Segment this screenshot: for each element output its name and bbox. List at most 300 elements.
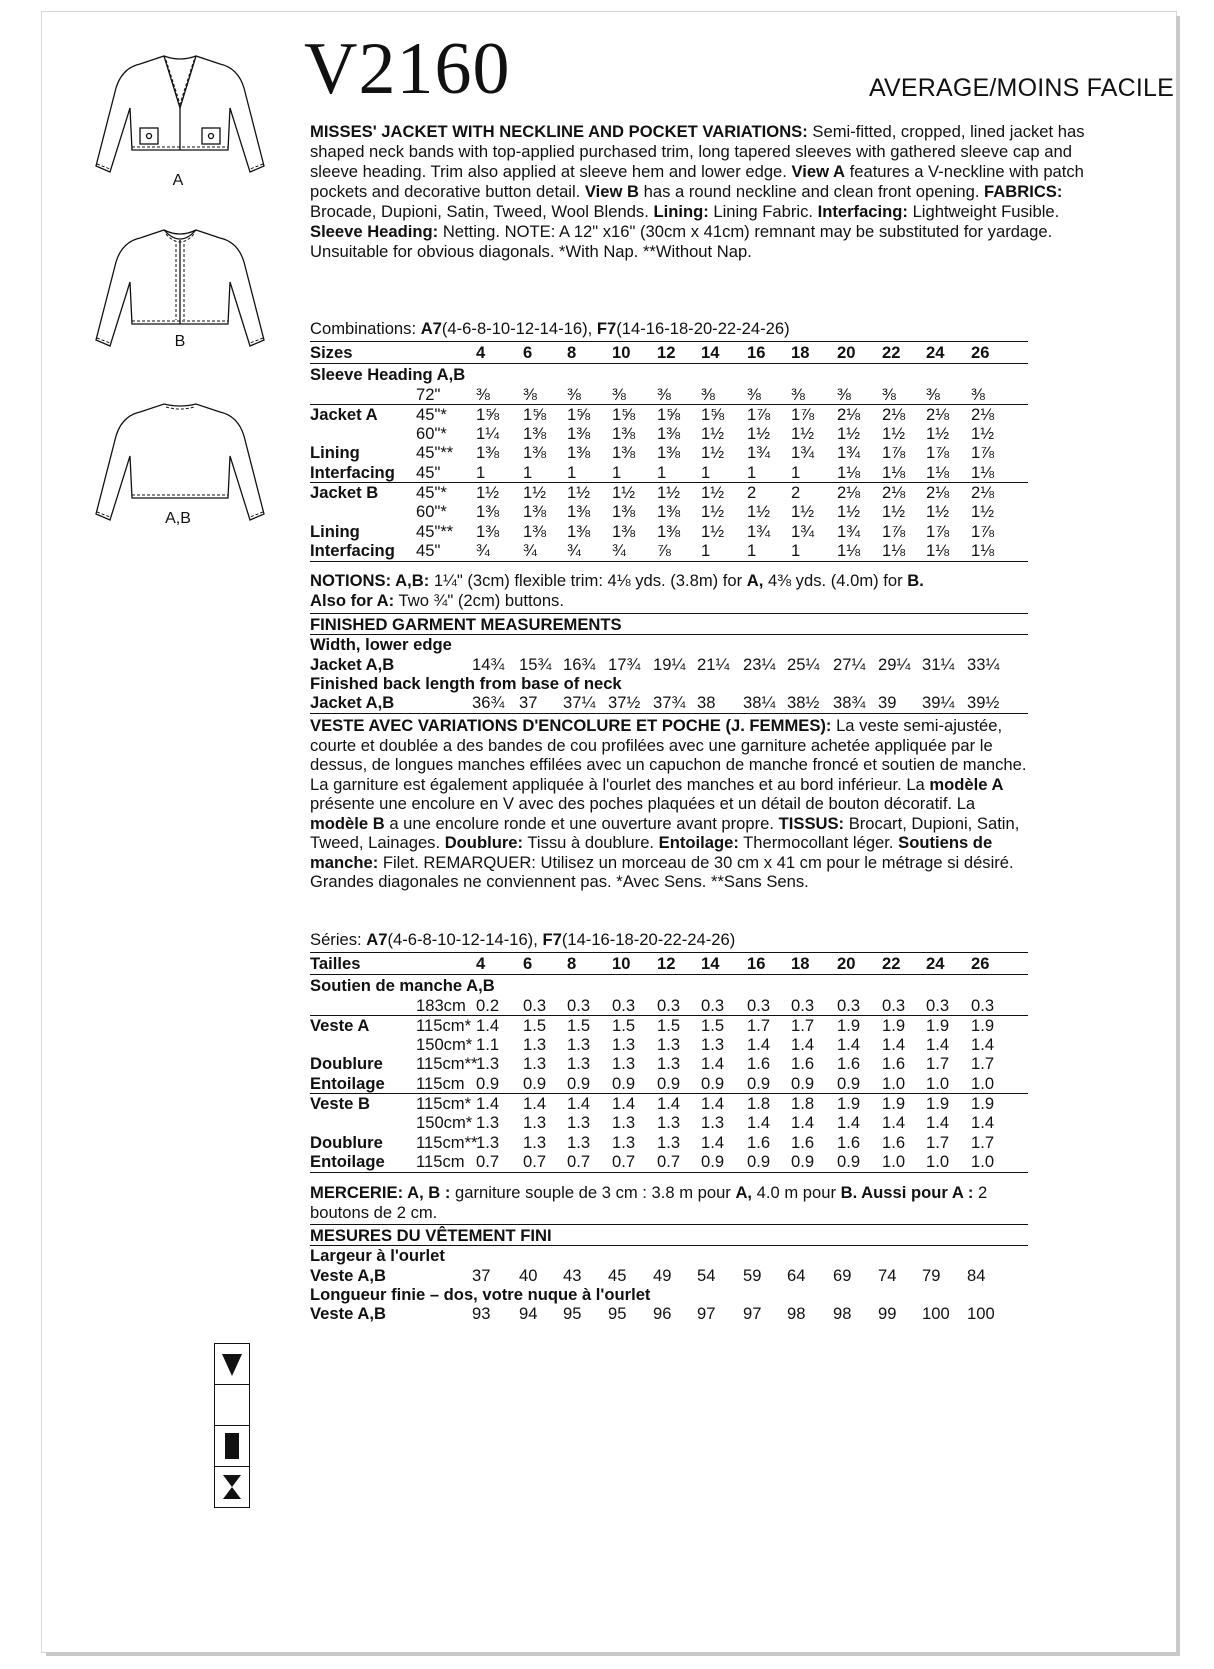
table-cell: 1.4 [476,1015,500,1035]
fabric-width: 45" [416,462,441,482]
fabric-width: 115cm [416,1151,465,1171]
table-cell: 1⅜ [612,502,636,522]
table-cell: 1.3 [657,1132,681,1152]
table-cell: 0.9 [701,1151,725,1171]
row-label: Veste B [310,1094,370,1114]
table-row [310,1016,1028,1035]
table-cell: 1⅛ [882,540,906,560]
table-cell: 94 [519,1304,538,1324]
table-cell: 1.3 [701,1035,725,1055]
table-row [310,1035,1028,1054]
table-cell: 1 [701,462,711,482]
table-cell: 1⅜ [523,521,547,541]
table-cell: 97 [697,1304,716,1324]
fabric-width: 45"** [416,521,454,541]
table-cell: 0.9 [657,1073,681,1093]
table-cell: 23¼ [743,654,776,674]
table-cell: 37¾ [653,693,686,713]
table-cell: 1.0 [926,1151,950,1171]
hourglass-icon [215,1467,249,1507]
row-label: Jacket A,B [310,693,395,713]
table-cell: 1½ [791,424,815,444]
table-cell: 1.3 [523,1054,547,1074]
table-cell: 1⅛ [926,462,950,482]
table-cell: 1¾ [747,521,771,541]
table-cell: 1⅜ [523,424,547,444]
table-cell: 1.4 [926,1113,950,1133]
table-cell: 1.3 [523,1132,547,1152]
size-header-cell: 26 [971,343,990,362]
table-cell: 0.7 [476,1151,500,1171]
table-row [310,483,1028,502]
table-cell: 0.2 [476,995,500,1015]
table-cell: 1⅝ [523,404,547,424]
row-label: Entoilage [310,1073,385,1093]
table-divider [310,974,1028,975]
table-cell: 1.4 [747,1113,771,1133]
jacket-view-a-drawing [80,48,280,178]
table-cell: 100 [967,1304,995,1324]
table-cell: 1 [612,462,622,482]
table-cell: 0.3 [612,995,636,1015]
table-cell: 1½ [523,483,547,503]
table-cell: 1.7 [971,1054,995,1074]
table-cell: ¾ [523,540,537,560]
table-cell: 1⅜ [476,443,500,463]
width-title: Width, lower edge [310,635,452,655]
table-cell: 1⅜ [476,521,500,541]
view-label-ab: A,B [165,510,191,527]
table-cell: 1.0 [971,1073,995,1093]
table-cell: 2 [747,483,757,503]
table-cell: 1½ [837,424,861,444]
table-cell: 1.4 [701,1132,725,1152]
table-cell: 1½ [971,502,995,522]
table-row [310,424,1028,443]
table-cell: 0.7 [657,1151,681,1171]
table-cell: 1.0 [882,1073,906,1093]
divider [310,341,1028,342]
table-cell: 1⅜ [567,502,591,522]
table-cell: 1.6 [791,1132,815,1152]
table-cell: 1.9 [882,1094,906,1114]
table-cell: 1.8 [747,1094,771,1114]
table-cell: 1.4 [971,1035,995,1055]
table-cell: 0.9 [791,1073,815,1093]
size-header-cell: 6 [523,343,533,362]
table-cell: 1.6 [837,1132,861,1152]
table-cell: 43 [563,1265,582,1285]
table-cell: 1.3 [612,1035,636,1055]
table-cell: 33¼ [967,654,1000,674]
table-cell: ¾ [476,540,490,560]
row-label: Jacket A,B [310,654,395,674]
table-cell: 37½ [608,693,641,713]
table-cell: 1.4 [701,1094,725,1114]
table-row [310,365,1028,384]
description-french: VESTE AVEC VARIATIONS D'ENCOLURE ET POCHE (J. FEMMES): La veste semi-ajustée, courte et doublée a des bandes de cou profilées avec une garniture achetée appliquée par le dessus, de longues manches effilées avec un capuchon de manche froncé et soutien de manche. La garniture est également appliquée à l'ourlet des manches et au bord inférieur. La modèle A présente une encolure en V avec des poches plaquées et un détail de bouton décoratif. La modèle B a une encolure ronde et une ouverture avant propre. TISSUS: Brocart, Dupioni, Satin, Tweed, Lainages. Doublure: Tissu à doublure. Entoilage: Thermocollant léger. Soutiens de manche: Filet. REMARQUER: Utilisez un morceau de 30 cm x 41 cm pour le métrage si désiré. Grandes diagonales ne conviennent pas. *Avec Sens. **Sans Sens. [310,716,1027,891]
table-cell: 0.9 [747,1151,771,1171]
length-title-row [310,1285,1028,1304]
table-cell: 45 [608,1265,627,1285]
table-cell: 1¼ [476,424,500,444]
table-row [310,1113,1028,1132]
table-cell: 1.3 [657,1113,681,1133]
table-cell: 0.3 [791,995,815,1015]
table-cell: 1½ [882,424,906,444]
table-cell: 1½ [926,424,950,444]
fabric-width: 60"* [416,424,447,444]
table-cell: 1⅜ [523,443,547,463]
size-header-cell: 18 [791,343,810,362]
rectangle-icon [215,1426,249,1467]
table-cell: 96 [653,1304,672,1324]
size-header-cell: 14 [701,343,720,362]
table-cell: 69 [833,1265,852,1285]
yardage-table-english [310,343,1028,562]
table-cell: 1.6 [791,1054,815,1074]
size-header-cell: 4 [476,954,486,973]
table-cell: 1.5 [567,1015,591,1035]
table-cell: 1½ [701,443,725,463]
table-row [310,443,1028,462]
table-cell: 16¾ [563,654,596,674]
table-cell: 0.3 [701,995,725,1015]
table-cell: 1.9 [837,1015,861,1035]
table-cell: 49 [653,1265,672,1285]
table-cell: 1⅞ [926,521,950,541]
table-cell: 1⅝ [476,404,500,424]
finished-title-row [310,1226,1028,1245]
table-cell: 1½ [476,483,500,503]
table-cell: 1.6 [837,1054,861,1074]
table-cell: 1⅜ [657,424,681,444]
table-cell: 0.3 [971,995,995,1015]
row-label: Lining [310,521,360,541]
table-cell: 21¼ [697,654,730,674]
table-cell: 2 [791,483,801,503]
table-cell: 1.3 [476,1113,500,1133]
table-cell: 98 [787,1304,806,1324]
view-label-b: B [174,333,186,350]
table-cell: 14¾ [472,654,505,674]
table-cell: 1.9 [971,1015,995,1035]
table-cell: 1.7 [971,1132,995,1152]
size-header-cell: 24 [926,343,945,362]
table-cell: ⅜ [701,384,715,404]
table-cell: 1½ [926,502,950,522]
table-cell: 37¼ [563,693,596,713]
table-cell: 1⅜ [567,521,591,541]
table-cell: 1⅛ [882,462,906,482]
table-cell: 1½ [837,502,861,522]
difficulty-label: AVERAGE/MOINS FACILE [868,74,1174,102]
table-cell: 1.9 [926,1094,950,1114]
table-cell: 1.4 [882,1113,906,1133]
table-cell: 37 [472,1265,491,1285]
fabric-width: 150cm* [416,1035,473,1055]
table-cell: 38¾ [833,693,866,713]
table-cell: 1⅞ [882,443,906,463]
table-cell: 1.6 [882,1054,906,1074]
table-cell: 1.5 [523,1015,547,1035]
table-cell: 39¼ [922,693,955,713]
length-values-row [310,693,1028,712]
table-cell: 1¾ [837,443,861,463]
table-cell: 1.6 [882,1132,906,1152]
table-cell: 99 [878,1304,897,1324]
table-row [310,405,1028,424]
table-cell: 1½ [612,483,636,503]
length-title: Finished back length from base of neck [310,673,622,693]
table-cell: 0.3 [747,995,771,1015]
table-cell: 1 [657,462,667,482]
size-header-cell: 10 [612,954,631,973]
table-cell: 1.4 [791,1035,815,1055]
table-cell: 0.3 [882,995,906,1015]
table-cell: 27¼ [833,654,866,674]
table-cell: 98 [833,1304,852,1324]
size-header-cell: 26 [971,954,990,973]
table-cell: 1.3 [612,1113,636,1133]
size-header-cell: 16 [747,343,766,362]
size-header-cell: 6 [523,954,533,973]
table-cell: 1⅝ [567,404,591,424]
row-label: Lining [310,443,360,463]
jacket-back-view-drawing [80,396,280,526]
fabric-width: 45"** [416,443,454,463]
table-row [310,1054,1028,1073]
table-cell: 0.9 [837,1073,861,1093]
table-row [310,1074,1028,1093]
size-header-cell: 18 [791,954,810,973]
table-cell: 1¾ [747,443,771,463]
table-row [310,976,1028,995]
table-cell: 1½ [701,521,725,541]
table-cell: 1½ [701,424,725,444]
table-cell: 19¼ [653,654,686,674]
table-cell: 15¾ [519,654,552,674]
notions-english: NOTIONS: A,B: 1¼" (3cm) flexible trim: 4⅛ yds. (3.8m) for A, 4⅜ yds. (4.0m) for B. Also for A: Two ¾" (2cm) buttons. [310,571,924,610]
table-cell: 38½ [787,693,820,713]
size-header-cell: 10 [612,343,631,362]
table-cell: 0.7 [523,1151,547,1171]
width-title-row [310,635,1028,654]
table-cell: 1.5 [612,1015,636,1035]
row-label: Jacket B [310,483,379,503]
table-cell: ¾ [567,540,581,560]
table-cell: 1.4 [971,1113,995,1133]
table-cell: 1.9 [882,1015,906,1035]
finished-measurements-french [310,1226,1028,1323]
table-cell: 1.4 [926,1035,950,1055]
table-cell: ⅜ [971,384,985,404]
table-cell: ⅞ [657,540,671,560]
table-cell: 29¼ [878,654,911,674]
table-cell: 0.3 [837,995,861,1015]
table-cell: 64 [787,1265,806,1285]
table-cell: 2⅛ [837,483,861,503]
sizes-header-label: Tailles [310,954,361,973]
size-header-cell: 22 [882,343,901,362]
table-cell: 93 [472,1304,491,1324]
row-label: Jacket A [310,404,378,424]
width-title: Largeur à l'ourlet [310,1246,445,1266]
table-cell: 1.4 [657,1094,681,1114]
table-cell: 1⅞ [882,521,906,541]
finished-title: FINISHED GARMENT MEASUREMENTS [310,615,622,634]
divider [310,952,1028,953]
table-cell: 1¾ [791,521,815,541]
table-cell: 1.3 [612,1054,636,1074]
finished-title-row [310,615,1028,634]
table-cell: 1⅜ [657,502,681,522]
table-cell: 1⅛ [837,462,861,482]
table-cell: ⅜ [612,384,626,404]
table-cell: 1.7 [791,1015,815,1035]
size-header-cell: 12 [657,343,676,362]
table-cell: 39 [878,693,897,713]
table-cell: 79 [922,1265,941,1285]
table-cell: 1⅞ [791,404,815,424]
table-cell: ⅜ [476,384,490,404]
table-cell: 1.4 [701,1054,725,1074]
row-label: Sleeve Heading A,B [310,365,466,385]
row-label: Veste A,B [310,1304,386,1324]
table-cell: 0.3 [926,995,950,1015]
size-header-cell: 24 [926,954,945,973]
table-cell: 38¼ [743,693,776,713]
table-cell: 1.0 [926,1073,950,1093]
table-cell: 1.3 [567,1113,591,1133]
table-cell: 1.3 [567,1132,591,1152]
table-cell: 1.4 [523,1094,547,1114]
fabric-width: 115cm** [416,1132,478,1152]
table-cell: 2⅛ [971,404,995,424]
width-values-row [310,1266,1028,1285]
table-cell: 1⅜ [476,502,500,522]
table-cell: 2⅛ [926,404,950,424]
table-row [310,1152,1028,1171]
table-cell: 1 [523,462,533,482]
table-cell: 1½ [701,483,725,503]
table-cell: 31¼ [922,654,955,674]
table-cell: 1⅛ [971,540,995,560]
table-cell: 0.3 [657,995,681,1015]
table-cell: 84 [967,1265,986,1285]
table-cell: 39½ [967,693,1000,713]
table-cell: 1.4 [791,1113,815,1133]
table-cell: 1½ [747,424,771,444]
finished-title: MESURES DU VÊTEMENT FINI [310,1226,552,1245]
fabric-width: 115cm* [416,1015,472,1035]
length-values-row [310,1304,1028,1323]
table-cell: 95 [563,1304,582,1324]
size-header-cell: 16 [747,954,766,973]
sizes-header-row [310,343,1028,362]
table-cell: 1⅞ [926,443,950,463]
row-label: Interfacing [310,462,395,482]
table-divider [310,561,1028,562]
size-header-cell: 8 [567,954,577,973]
table-cell: 1.7 [926,1132,950,1152]
table-cell: 1 [701,540,711,560]
table-cell: 1⅜ [523,502,547,522]
description-english: MISSES' JACKET WITH NECKLINE AND POCKET VARIATIONS: Semi-fitted, cropped, lined jacket has shaped neck bands with top-applied purchased trim, long tapered sleeves with gathered sleeve cap and sleeve heading. Trim also applied at sleeve hem and lower edge. View A features a V-neckline with patch pockets and decorative button detail. View B has a round neckline and clean front opening. FABRICS: Brocade, Dupioni, Satin, Tweed, Wool Blends. Lining: Lining Fabric. Interfacing: Lightweight Fusible. Sleeve Heading: Netting. NOTE: A 12" x16" (30cm x 41cm) remnant may be substituted for yardage. Unsuitable for obvious diagonals. *With Nap. **Without Nap. [310,122,1085,261]
table-row [310,385,1028,404]
table-cell: 54 [697,1265,716,1285]
length-title-row [310,674,1028,693]
table-cell: 2⅛ [837,404,861,424]
table-cell: 1⅜ [567,443,591,463]
table-cell: 0.9 [791,1151,815,1171]
table-cell: 1.3 [476,1054,500,1074]
table-cell: 0.3 [567,995,591,1015]
fabric-width: 115cm** [416,1054,478,1074]
size-header-cell: 20 [837,954,856,973]
table-cell: ⅜ [747,384,761,404]
table-cell: 1.3 [476,1132,500,1152]
fabric-width: 115cm* [416,1094,472,1114]
table-cell: 0.9 [523,1073,547,1093]
table-cell: 1.3 [612,1132,636,1152]
table-cell: 1 [791,540,801,560]
table-cell: 1½ [971,424,995,444]
table-cell: 1.4 [567,1094,591,1114]
table-cell: 1.4 [882,1035,906,1055]
table-cell: ⅜ [837,384,851,404]
fabric-width: 115cm [416,1073,465,1093]
table-cell: 0.9 [567,1073,591,1093]
table-cell: 1⅛ [926,540,950,560]
divider [310,713,1028,714]
table-cell: 1⅝ [657,404,681,424]
fabric-width: 45" [416,540,441,560]
table-cell: 0.7 [567,1151,591,1171]
table-cell: 1.0 [882,1151,906,1171]
yardage-table-french [310,954,1028,1173]
table-cell: 1⅜ [657,443,681,463]
table-cell: 1.9 [971,1094,995,1114]
table-cell: 1⅝ [701,404,725,424]
row-label: Interfacing [310,540,395,560]
table-cell: 1.3 [657,1035,681,1055]
table-cell: 1½ [567,483,591,503]
size-header-cell: 8 [567,343,577,362]
table-cell: ⅜ [657,384,671,404]
table-cell: 1.3 [523,1035,547,1055]
table-cell: 1.3 [523,1113,547,1133]
table-cell: 17¾ [608,654,641,674]
fabric-width: 72" [416,384,441,404]
table-cell: ⅜ [791,384,805,404]
table-divider [310,363,1028,364]
notions-french: MERCERIE: A, B : garniture souple de 3 cm : 3.8 m pour A, 4.0 m pour B. Aussi pour A : 2 boutons de 2 cm. [310,1183,988,1222]
table-cell: 0.9 [612,1073,636,1093]
table-cell: 1⅜ [657,521,681,541]
row-label: Doublure [310,1054,383,1074]
table-cell: ⅜ [882,384,896,404]
table-row [310,996,1028,1015]
table-cell: 0.9 [476,1073,500,1093]
fabric-width: 45"* [416,404,447,424]
sizes-header-label: Sizes [310,343,353,362]
table-cell: ¾ [612,540,626,560]
pattern-symbols-box [214,1343,250,1508]
table-cell: 97 [743,1304,762,1324]
table-cell: 1 [791,462,801,482]
table-cell: 1.3 [567,1035,591,1055]
